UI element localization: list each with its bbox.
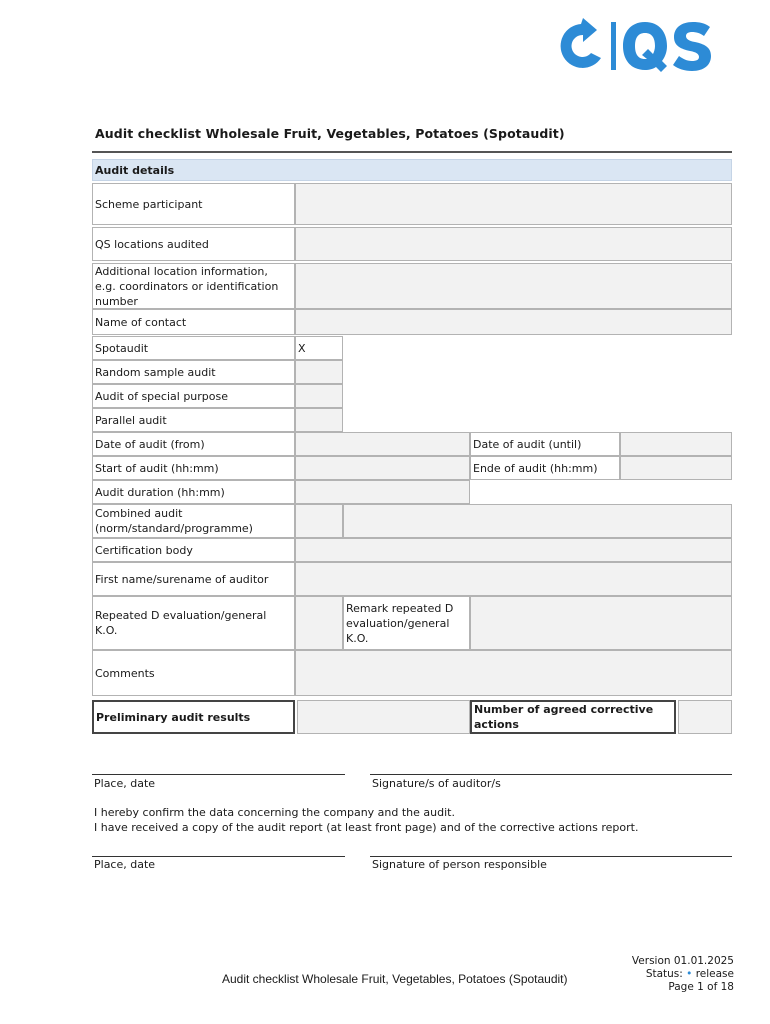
- label-scheme-participant: Scheme participant: [92, 183, 295, 225]
- section-header: Audit details: [92, 159, 732, 181]
- label-qs-locations: QS locations audited: [92, 227, 295, 261]
- page-number: Page 1 of 18: [668, 981, 734, 993]
- special-purpose-checkbox[interactable]: [295, 384, 343, 408]
- combined-field[interactable]: [343, 504, 732, 538]
- footer-title: Audit checklist Wholesale Fruit, Vegetables, Potatoes (Spotaudit): [222, 972, 568, 986]
- parallel-checkbox[interactable]: [295, 408, 343, 432]
- confirm-text-1: I hereby confirm the data concerning the company and the audit.: [94, 806, 455, 819]
- preliminary-field[interactable]: [297, 700, 470, 734]
- status-line: [632, 968, 734, 981]
- status-value: release: [695, 968, 734, 980]
- qs-logo: [553, 18, 735, 74]
- label-parallel: Parallel audit: [92, 408, 295, 432]
- label-remark-repeated: Remark repeated D evaluation/general K.O.: [343, 596, 470, 650]
- corrective-field[interactable]: [678, 700, 732, 734]
- label-date-until: Date of audit (until): [470, 432, 620, 456]
- status-dot: •: [686, 968, 693, 980]
- comments-field[interactable]: [295, 650, 732, 696]
- certification-body-field[interactable]: [295, 538, 732, 562]
- repeated-d-field[interactable]: [295, 596, 343, 650]
- scheme-participant-field[interactable]: [295, 183, 732, 225]
- label-preliminary: Preliminary audit results: [92, 700, 295, 734]
- combined-checkbox[interactable]: [295, 504, 343, 538]
- confirm-text-2: I have received a copy of the audit report (at least front page) and of the corrective actions report.: [94, 821, 639, 834]
- name-of-contact-field[interactable]: [295, 309, 732, 335]
- signature-line-responsible: [370, 856, 732, 857]
- place-date-label-2: Place, date: [94, 858, 156, 871]
- status-label: Status:: [645, 968, 683, 980]
- qs-locations-field[interactable]: [295, 227, 732, 261]
- auditor-name-field[interactable]: [295, 562, 732, 596]
- label-spotaudit: Spotaudit: [92, 336, 295, 360]
- signature-line-place-2: [92, 856, 345, 857]
- date-until-field[interactable]: [620, 432, 732, 456]
- label-repeated-d: Repeated D evaluation/general K.O.: [92, 596, 295, 650]
- signature-line-place-1: [92, 774, 345, 775]
- version-label: Version 01.01.2025: [631, 955, 734, 967]
- label-duration: Audit duration (hh:mm): [92, 480, 295, 504]
- spotaudit-checkbox[interactable]: X: [295, 336, 343, 360]
- remark-repeated-field[interactable]: [470, 596, 732, 650]
- document-title: Audit checklist Wholesale Fruit, Vegetables, Potatoes (Spotaudit): [95, 126, 565, 141]
- label-start: Start of audit (hh:mm): [92, 456, 295, 480]
- duration-field[interactable]: [295, 480, 470, 504]
- start-field[interactable]: [295, 456, 470, 480]
- end-field[interactable]: [620, 456, 732, 480]
- label-certification-body: Certification body: [92, 538, 295, 562]
- recycle-arrows-icon: [553, 18, 735, 74]
- label-date-from: Date of audit (from): [92, 432, 295, 456]
- additional-location-field[interactable]: [295, 263, 732, 309]
- label-name-of-contact: Name of contact: [92, 309, 295, 335]
- label-corrective: Number of agreed corrective actions: [470, 700, 676, 734]
- title-divider: [92, 151, 732, 153]
- signature-line-auditor: [370, 774, 732, 775]
- date-from-field[interactable]: [295, 432, 470, 456]
- label-additional-location: Additional location information, e.g. coordinators or identification number: [92, 263, 295, 309]
- version-block: [632, 955, 734, 994]
- label-combined: Combined audit (norm/standard/programme): [92, 504, 295, 538]
- random-sample-checkbox[interactable]: [295, 360, 343, 384]
- audit-details-table: [92, 159, 732, 735]
- label-end: Ende of audit (hh:mm): [470, 456, 620, 480]
- place-date-label-1: Place, date: [94, 777, 156, 790]
- label-special-purpose: Audit of special purpose: [92, 384, 295, 408]
- label-random-sample: Random sample audit: [92, 360, 295, 384]
- auditor-signature-label: Signature/s of auditor/s: [372, 777, 501, 790]
- label-comments: Comments: [92, 650, 295, 696]
- label-auditor-name: First name/surename of auditor: [92, 562, 295, 596]
- responsible-signature-label: Signature of person responsible: [372, 858, 547, 871]
